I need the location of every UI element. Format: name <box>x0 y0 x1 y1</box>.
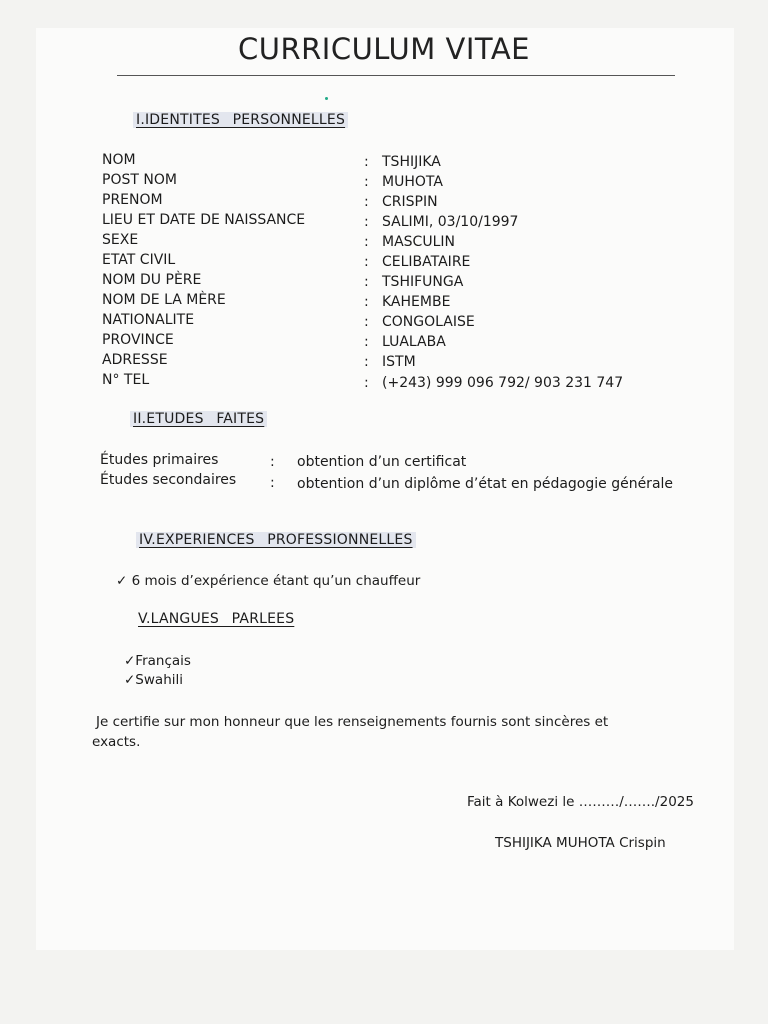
identite-value: CELIBATAIRE <box>382 254 471 270</box>
identite-label: ETAT CIVIL <box>102 252 176 268</box>
identite-label: POST NOM <box>102 172 177 188</box>
identite-value: MASCULIN <box>382 234 455 250</box>
identite-separator: : <box>364 214 369 230</box>
identite-separator: : <box>364 294 369 310</box>
etudes-separator: : <box>270 475 275 491</box>
identite-separator: : <box>364 334 369 350</box>
section-heading-experiences: IV.EXPERIENCES PROFESSIONNELLES <box>136 532 416 548</box>
certification-line-2: exacts. <box>92 734 141 750</box>
section-heading-identite: I.IDENTITES PERSONNELLES <box>133 112 348 128</box>
ink-dot <box>325 97 328 100</box>
identite-label: ADRESSE <box>102 352 168 368</box>
identite-separator: : <box>364 274 369 290</box>
identite-value: TSHIFUNGA <box>382 274 464 290</box>
identite-label: NATIONALITE <box>102 312 195 328</box>
section-heading-etudes: II.ETUDES FAITES <box>130 411 267 427</box>
identite-value: CRISPIN <box>382 194 438 210</box>
identite-separator: : <box>364 254 369 270</box>
identite-label: LIEU ET DATE DE NAISSANCE <box>102 212 306 228</box>
identite-value: SALIMI, 03/10/1997 <box>382 214 519 230</box>
identite-value: CONGOLAISE <box>382 314 475 330</box>
certification-line-1: Je certifie sur mon honneur que les renseignements fournis sont sincères et <box>96 714 609 730</box>
experience-item: ✓ 6 mois d’expérience étant qu’un chauffeur <box>116 573 421 589</box>
identite-separator: : <box>364 234 369 250</box>
identite-label: PROVINCE <box>102 332 174 348</box>
identite-value: ISTM <box>382 354 416 370</box>
identite-separator: : <box>364 174 369 190</box>
identite-label: NOM DU PÈRE <box>102 272 202 288</box>
identite-label: PRENOM <box>102 192 163 208</box>
identite-label: NOM DE LA MÈRE <box>102 292 226 308</box>
identite-separator: : <box>364 314 369 330</box>
etudes-label: Études secondaires <box>100 472 237 488</box>
etudes-separator: : <box>270 454 275 470</box>
identite-value: (+243) 999 096 792/ 903 231 747 <box>382 375 624 391</box>
document-title: CURRICULUM VITAE <box>238 32 530 66</box>
section-heading-langues: V.LANGUES PARLEES <box>138 611 295 627</box>
identite-label: N° TEL <box>102 372 150 388</box>
identite-separator: : <box>364 375 369 391</box>
identite-label: NOM <box>102 152 136 168</box>
title-underline <box>117 75 675 76</box>
identite-value: MUHOTA <box>382 174 443 190</box>
identite-value: KAHEMBE <box>382 294 451 310</box>
signatory-name: TSHIJIKA MUHOTA Crispin <box>495 835 666 851</box>
identite-label: SEXE <box>102 232 139 248</box>
identite-separator: : <box>364 154 369 170</box>
identite-separator: : <box>364 194 369 210</box>
identite-value: TSHIJIKA <box>382 154 441 170</box>
identite-value: LUALABA <box>382 334 446 350</box>
langue-item: ✓Swahili <box>124 672 184 688</box>
langue-item: ✓Français <box>124 653 191 669</box>
etudes-value: obtention d’un certificat <box>297 454 467 470</box>
etudes-label: Études primaires <box>100 452 219 468</box>
identite-separator: : <box>364 354 369 370</box>
place-date-line: Fait à Kolwezi le ………/……./2025 <box>467 794 694 810</box>
etudes-value: obtention d’un diplôme d’état en pédagogie générale <box>297 476 674 492</box>
